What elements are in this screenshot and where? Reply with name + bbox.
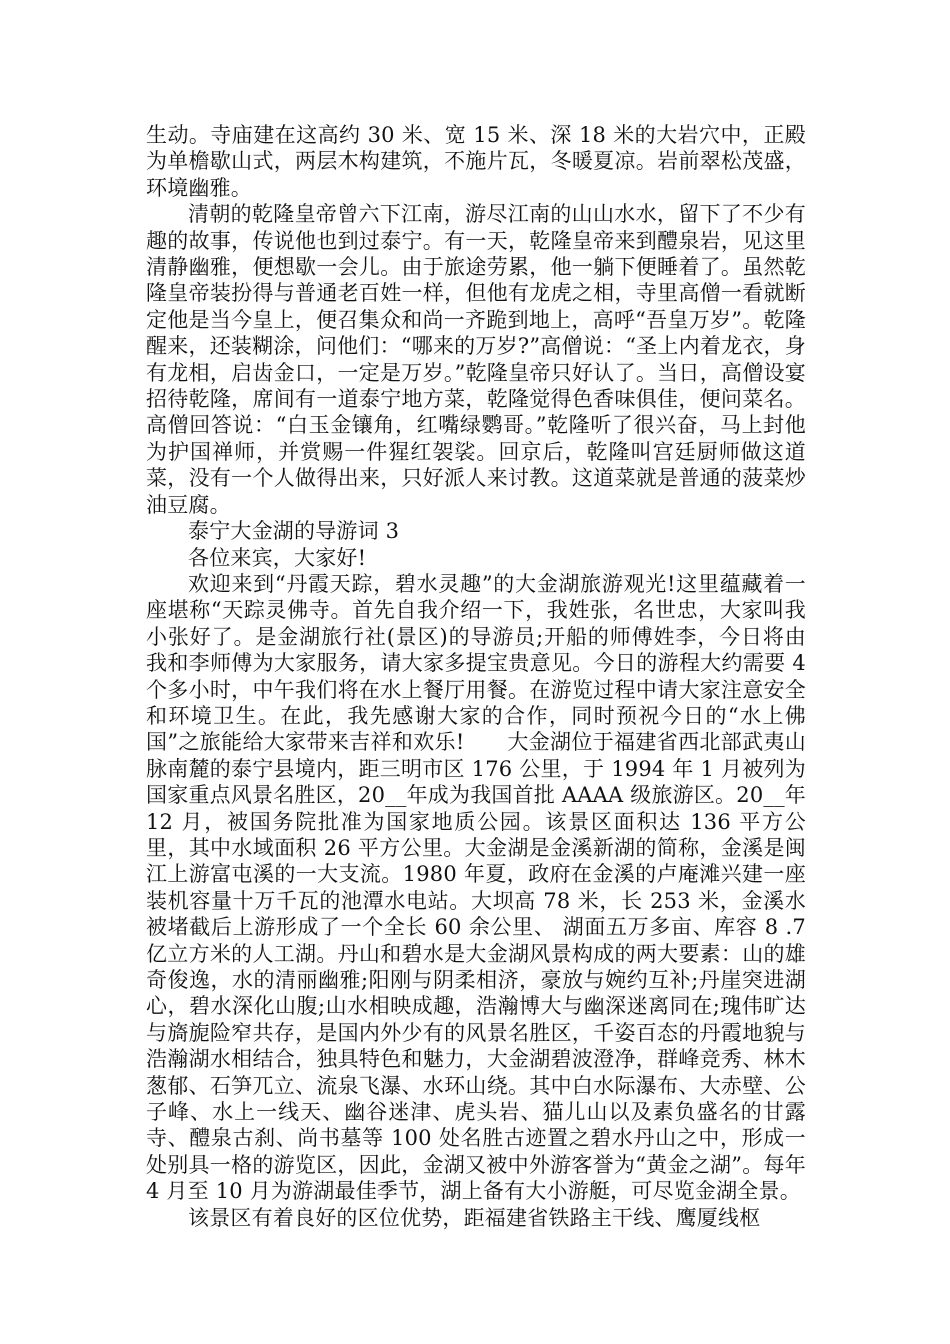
section-heading-guide-3: 泰宁大金湖的导游词 3 (188, 519, 400, 544)
paragraph-greeting: 各位来宾，大家好! (188, 545, 367, 570)
document-page (146, 122, 806, 1231)
paragraph-location-advantage: 该景区有着良好的区位优势，距福建省铁路主干线、鹰厦线枢 (188, 1205, 761, 1230)
paragraph-temple-description: 生动。寺庙建在这高约 30 米、宽 15 米、深 18 米的大岩穴中，正殿为单檐歇山式，两层木构建筑，不施片瓦，冬暖夏凉。岩前翠松茂盛，环境幽雅。 (146, 123, 806, 200)
paragraph-welcome-and-overview: 欢迎来到“丹霞天踪，碧水灵趣”的大金湖旅游观光!这里蕴藏着一座堪称“天踪灵佛寺。首先自我介绍一下，我姓张，名世忠，大家叫我小张好了。是金湖旅行社(景区)的导游员;开船的师傅姓李，今日将由我和李师傅为大家服务，请大家多提宝贵意见。今日的游程大约需要 4 个多小时，中午我们将在水上餐厅用餐。在游览过程中请大家注意安全和环境卫生。在此，我先感谢大家的合作，同时预祝今日的“水上佛国”之旅能给大家带来吉祥和欢乐! 大金湖位于福建省西北部武夷山脉南麓的泰宁县境内，距三明市区 176 公里，于 1994 年 1 月被列为国家重点风景名胜区，20__年成为我国首批 AAAA 级旅游区。20__年 12 月，被国务院批准为国家地质公园。该景区面积达 136 平方公里，其中水域面积 26 平方公里。大金湖是金溪新湖的简称，金溪是闽江上游富屯溪的一大支流。1980 年夏，政府在金溪的卢庵滩兴建一座装机容量十万千瓦的池潭水电站。大坝高 78 米，长 253 米，金溪水被堵截后上游形成了一个全长 60 余公里、 湖面五万多亩、库容 8 .7 亿立方米的人工湖。丹山和碧水是大金湖风景构成的两大要素：山的雄奇俊逸，水的清丽幽雅;阳刚与阴柔相济，豪放与婉约互补;丹崖突进湖心，碧水深化山腹;山水相映成趣，浩瀚博大与幽深迷离同在;瑰伟旷达与旖旎险窄共存，是国内外少有的风景名胜区，千姿百态的丹霞地貌与浩瀚湖水相结合，独具特色和魅力，大金湖碧波澄净，群峰竞秀、林木葱郁、石笋兀立、流泉飞瀑、水环山绕。其中白水际瀑布、大赤壁、公子峰、水上一线天、幽谷迷津、虎头岩、猫儿山以及素负盛名的甘露寺、醴泉古刹、尚书墓等 100 处名胜古迹置之碧水丹山之中，形成一处别具一格的游览区，因此，金湖又被中外游客誉为“黄金之湖”。每年 4 月至 10 月为游湖最佳季节，湖上备有大小游艇，可尽览金湖全景。 (146, 571, 806, 1204)
paragraph-qianlong-story: 清朝的乾隆皇帝曾六下江南，游尽江南的山山水水，留下了不少有趣的故事，传说他也到过泰宁。有一天，乾隆皇帝来到醴泉岩，见这里清静幽雅，便想歇一会儿。由于旅途劳累，他一躺下便睡着了。虽然乾隆皇帝装扮得与普通老百姓一样，但他有龙虎之相，寺里高僧一看就断定他是当今皇上，便召集众和尚一齐跪到地上，高呼“吾皇万岁”。乾隆醒来，还装糊涂，问他们：“哪来的万岁?”高僧说：“圣上内着龙衣，身有龙相，启齿金口，一定是万岁。”乾隆皇帝只好认了。当日，高僧设宴招待乾隆，席间有一道泰宁地方菜，乾隆觉得色香味俱佳，便问菜名。高僧回答说：“白玉金镶角，红嘴绿鹦哥。”乾隆听了很兴奋，马上封他为护国禅师，并赏赐一件猩红袈裟。回京后，乾隆叫宫廷厨师做这道菜，没有一个人做得出来，只好派人来讨教。这道菜就是普通的菠菜炒油豆腐。 (146, 202, 806, 517)
